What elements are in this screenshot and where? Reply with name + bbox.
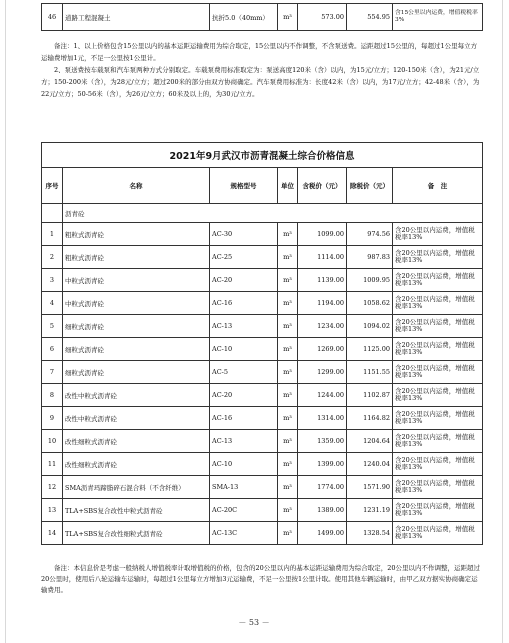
row-price-tax: 1389.00 <box>298 499 347 522</box>
row-spec: AC-20 <box>210 269 278 292</box>
table-row <box>42 499 483 522</box>
row-price-notax: 1164.82 <box>347 407 393 430</box>
row-price-notax: 1328.54 <box>347 522 393 545</box>
row-unit: m³ <box>278 315 298 338</box>
row-unit: m³ <box>278 476 298 499</box>
row-remark: 含20公里以内运费，增值税税率13% <box>393 384 483 407</box>
row-spec: AC-10 <box>210 338 278 361</box>
row-price-tax: 1139.00 <box>298 269 347 292</box>
row-remark: 含20公里以内运费，增值税税率13% <box>393 223 483 246</box>
row-price-tax: 1114.00 <box>298 246 347 269</box>
row-name: SMA沥青玛蹄脂碎石混合料（不含纤维） <box>63 476 210 499</box>
header-price-notax: 除税价（元） <box>347 168 393 204</box>
row-unit: m³ <box>278 4 298 31</box>
table-row <box>42 315 483 338</box>
row-name: 道路工程混凝土 <box>63 4 210 31</box>
header-name: 名称 <box>63 168 210 204</box>
row-price-tax: 1244.00 <box>298 384 347 407</box>
row-spec: AC-16 <box>210 407 278 430</box>
table-row <box>42 407 483 430</box>
table-row <box>42 338 483 361</box>
row-remark: 含20公里以内运费，增值税税率13% <box>393 246 483 269</box>
row-remark: 含20公里以内运费，增值税税率13% <box>393 292 483 315</box>
row-spec: AC-13 <box>210 430 278 453</box>
row-price-notax: 1204.64 <box>347 430 393 453</box>
row-name: TLA+SBS复合改性中粒式沥青砼 <box>63 499 210 522</box>
row-unit: m³ <box>278 453 298 476</box>
header-spec: 规格型号 <box>210 168 278 204</box>
row-number: 2 <box>42 246 63 269</box>
row-price-tax: 1099.00 <box>298 223 347 246</box>
top-partial-table <box>41 3 483 31</box>
row-number: 1 <box>42 223 63 246</box>
table-row <box>42 269 483 292</box>
table-row <box>42 4 483 31</box>
row-price-tax: 1234.00 <box>298 315 347 338</box>
row-remark: 含20公里以内运费，增值税税率13% <box>393 522 483 545</box>
row-price-tax: 1399.00 <box>298 453 347 476</box>
row-number: 13 <box>42 499 63 522</box>
row-number: 12 <box>42 476 63 499</box>
table-row <box>42 292 483 315</box>
row-name: TLA+SBS复合改性细粒式沥青砼 <box>63 522 210 545</box>
row-price-tax: 1774.00 <box>298 476 347 499</box>
row-name: 细粒式沥青砼 <box>63 338 210 361</box>
table-header-row <box>42 168 483 204</box>
note-paragraph: 2、泵送费按车载泵和汽车泵两种方式分别取定。车载泵费用标准取定为：泵送高度120米（含）以内，为15元/立方；120-150米（含），为21元/立方；150-200米（含），为28元/立方；超过200米的部分由双方协商确定。汽车泵费用标准为：长度42米（含）以内，为17元/立方；42-48米（含），为22元/立方；50-56米（含），为26元/立方；60米及以上的，为30元/立方。 <box>41 66 480 98</box>
row-spec: AC-20 <box>210 384 278 407</box>
row-price-notax: 1094.02 <box>347 315 393 338</box>
row-name: 改性细粒式沥青砼 <box>63 453 210 476</box>
row-spec: AC-10 <box>210 453 278 476</box>
row-number: 14 <box>42 522 63 545</box>
row-price-tax: 1269.00 <box>298 338 347 361</box>
top-notes <box>41 40 482 100</box>
row-name: 粗粒式沥青砼 <box>63 223 210 246</box>
note-paragraph: 备注：1、以上价格包含15公里以内的基本运距运输费用为综合取定，15公里以内不作调整，不含泵送费。运距超过15公里的，每超过1公里每立方运输费增加1元，不足一公里按1公里计。 <box>41 42 478 62</box>
row-name: 改性中粒式沥青砼 <box>63 384 210 407</box>
row-unit: m³ <box>278 499 298 522</box>
row-name: 中粒式沥青砼 <box>63 269 210 292</box>
row-spec: AC-30 <box>210 223 278 246</box>
row-price-notax: 1058.62 <box>347 292 393 315</box>
row-spec: AC-5 <box>210 361 278 384</box>
row-number: 3 <box>42 269 63 292</box>
row-price-notax: 987.83 <box>347 246 393 269</box>
row-name: 细粒式沥青砼 <box>63 315 210 338</box>
row-price-notax: 1102.87 <box>347 384 393 407</box>
row-unit: m³ <box>278 338 298 361</box>
row-price-notax: 1571.90 <box>347 476 393 499</box>
header-unit: 单位 <box>278 168 298 204</box>
row-price-notax: 974.56 <box>347 223 393 246</box>
table-row <box>42 522 483 545</box>
row-unit: m³ <box>278 361 298 384</box>
asphalt-price-table <box>41 142 483 545</box>
row-number: 46 <box>42 4 63 31</box>
table-row <box>42 246 483 269</box>
row-name: 改性细粒式沥青砼 <box>63 430 210 453</box>
page-number: － 53 － <box>238 618 270 627</box>
row-number: 8 <box>42 384 63 407</box>
row-remark: 含20公里以内运费，增值税税率13% <box>393 499 483 522</box>
table-title: 2021年9月武汉市沥青混凝土综合价格信息 <box>42 143 483 168</box>
row-price-notax: 1125.00 <box>347 338 393 361</box>
row-number: 9 <box>42 407 63 430</box>
row-number: 6 <box>42 338 63 361</box>
row-unit: m³ <box>278 292 298 315</box>
row-price-tax: 1314.00 <box>298 407 347 430</box>
row-remark: 含20公里以内运费，增值税税率13% <box>393 269 483 292</box>
table-row <box>42 223 483 246</box>
document-page <box>5 0 503 643</box>
row-remark: 含20公里以内运费，增值税税率13% <box>393 315 483 338</box>
table-row <box>42 476 483 499</box>
row-number: 10 <box>42 430 63 453</box>
row-remark: 含20公里以内运费，增值税税率13% <box>393 453 483 476</box>
row-spec: 抗折5.0（40mm） <box>210 4 278 31</box>
section-row <box>42 204 483 223</box>
row-unit: m³ <box>278 223 298 246</box>
row-remark: 含20公里以内运费，增值税税率13% <box>393 361 483 384</box>
table-row <box>42 430 483 453</box>
row-unit: m³ <box>278 407 298 430</box>
row-name: 粗粒式沥青砼 <box>63 246 210 269</box>
table-row <box>42 361 483 384</box>
row-number: 4 <box>42 292 63 315</box>
row-spec: AC-16 <box>210 292 278 315</box>
row-remark: 含20公里以内运费，增值税税率13% <box>393 476 483 499</box>
table-row <box>42 384 483 407</box>
row-price-tax: 573.00 <box>298 4 347 31</box>
row-price-notax: 1009.95 <box>347 269 393 292</box>
header-price-tax: 含税价（元） <box>298 168 347 204</box>
row-remark: 含15公里以内运费，增值税税率3% <box>393 4 483 31</box>
row-unit: m³ <box>278 384 298 407</box>
row-number: 7 <box>42 361 63 384</box>
row-unit: m³ <box>278 522 298 545</box>
row-remark: 含20公里以内运费，增值税税率13% <box>393 430 483 453</box>
section-label: 沥青砼 <box>63 204 483 223</box>
row-price-notax: 554.95 <box>347 4 393 31</box>
row-price-notax: 1240.04 <box>347 453 393 476</box>
row-spec: AC-25 <box>210 246 278 269</box>
header-no: 序号 <box>42 168 63 204</box>
row-remark: 含20公里以内运费，增值税税率13% <box>393 338 483 361</box>
row-unit: m³ <box>278 430 298 453</box>
row-number: 5 <box>42 315 63 338</box>
row-price-tax: 1499.00 <box>298 522 347 545</box>
row-remark: 含20公里以内运费，增值税税率13% <box>393 407 483 430</box>
table-row <box>42 453 483 476</box>
row-spec: SMA-13 <box>210 476 278 499</box>
row-name: 细粒式沥青砼 <box>63 361 210 384</box>
row-price-tax: 1299.00 <box>298 361 347 384</box>
row-name: 中粒式沥青砼 <box>63 292 210 315</box>
row-spec: AC-20C <box>210 499 278 522</box>
row-price-tax: 1359.00 <box>298 430 347 453</box>
row-unit: m³ <box>278 269 298 292</box>
row-price-notax: 1231.19 <box>347 499 393 522</box>
row-price-tax: 1194.00 <box>298 292 347 315</box>
row-name: 改性中粒式沥青砼 <box>63 407 210 430</box>
bottom-note: 备注：本信息价是考虑一般纳税人增值税率计取增值税的价格，包含的20公里以内的基本运距运输费用为综合取定，20公里以内不作调整，运距超过20公里时，使用后八轮运输车运输时，每超过1公里每立方增加3元运输费，不足一公里按1公里计取。使用其他车辆运输时，由甲乙双方据实协商确定运输费用。 <box>41 564 481 594</box>
row-spec: AC-13 <box>210 315 278 338</box>
row-spec: AC-13C <box>210 522 278 545</box>
row-price-notax: 1151.55 <box>347 361 393 384</box>
row-number: 11 <box>42 453 63 476</box>
header-remark: 备 注 <box>393 168 483 204</box>
row-unit: m³ <box>278 246 298 269</box>
